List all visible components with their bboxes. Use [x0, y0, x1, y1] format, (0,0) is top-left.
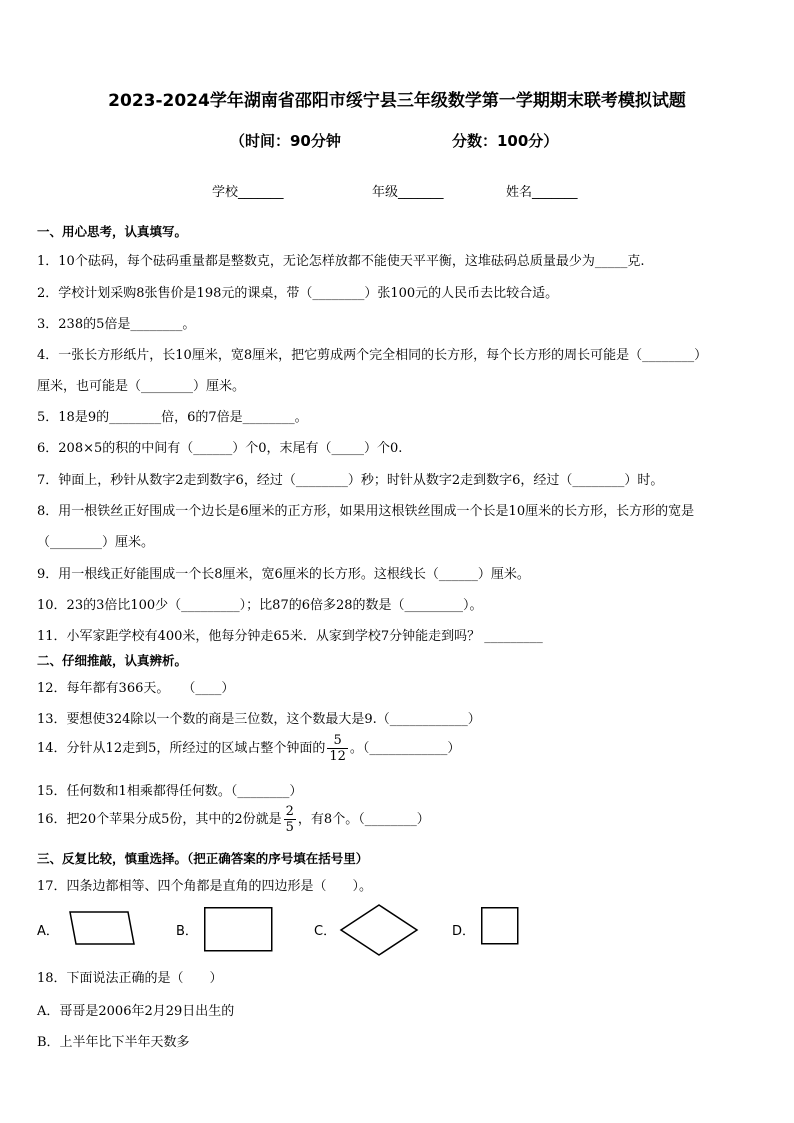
question-8-line-2: （________）厘米。 — [37, 535, 155, 550]
grade-field: 年级_______ — [372, 185, 444, 200]
question-16 — [37, 804, 430, 835]
question-8-line-1: 8．用一根铁丝正好围成一个边长是6厘米的正方形，如果用这根铁丝围成一个长是10厘米的长方形，长方形的宽是 — [37, 504, 695, 519]
question-18-option-b: B．上半年比下半年天数多 — [37, 1035, 190, 1050]
rectangle-shape — [204, 907, 274, 953]
question-10: 10．23的3倍比100少（_________）；比87的6倍多28的数是（_________）。 — [37, 598, 483, 613]
question-1: 1．10个砝码，每个砝码重量都是整数克，无论怎样放都不能使天平平衡，这堆砝码总质量最少为_____克. — [37, 254, 645, 269]
question-3: 3．238的5倍是________。 — [37, 317, 196, 332]
parallelogram-shape — [66, 910, 138, 946]
question-7: 7．钟面上，秒针从数字2走到数字6，经过（________）秒；时针从数字2走到数字6，经过（________）时。 — [37, 473, 664, 488]
question-5: 5．18是9的________倍，6的7倍是________。 — [37, 410, 308, 425]
page-title: 2023-2024学年湖南省邵阳市绥宁县三年级数学第一学期期末联考模拟试题 — [108, 91, 686, 111]
option-b-label: B． — [176, 924, 198, 939]
fraction-five-twelfths — [327, 733, 348, 764]
option-c-label: C． — [314, 924, 337, 939]
option-d-label: D． — [452, 924, 476, 939]
exam-score: 分数：100分） — [452, 132, 559, 150]
school-field: 学校_______ — [212, 185, 284, 200]
question-2: 2．学校计划采购8张售价是198元的课桌，带（________）张100元的人民币去比较合适。 — [37, 286, 559, 301]
question-6: 6．208×5的积的中间有（______）个0，末尾有（_____）个0. — [37, 441, 403, 456]
question-4-line-2: 厘米，也可能是（________）厘米。 — [37, 379, 246, 394]
question-18: 18．下面说法正确的是（ ） — [37, 971, 223, 986]
question-13: 13．要想使324除以一个数的商是三位数，这个数最大是9.（____________） — [37, 712, 481, 727]
name-field: 姓名_______ — [506, 185, 578, 200]
exam-time: （时间：90分钟 — [230, 132, 341, 150]
fraction-denominator: 12 — [329, 749, 346, 764]
question-16-text: 16．把20个苹果分成5份，其中的2份就是 — [37, 812, 282, 827]
question-18-option-a: A．哥哥是2006年2月29日出生的 — [37, 1004, 235, 1019]
question-11: 11．小军家距学校有400米，他每分钟走65米．从家到学校7分钟能走到吗？ _________ — [37, 629, 543, 644]
section-3-heading: 三、反复比较，慎重选择。（把正确答案的序号填在括号里） — [37, 851, 369, 866]
fraction-numerator: 5 — [327, 733, 348, 749]
fraction-numerator: 2 — [285, 804, 294, 819]
question-14 — [37, 733, 460, 764]
question-14-text: 14．分针从12走到5，所经过的区域占整个钟面的 — [37, 741, 326, 756]
section-2-heading: 二、仔细推敲，认真辨析。 — [37, 653, 188, 668]
question-17: 17．四条边都相等、四个角都是直角的四边形是（ ）。 — [37, 879, 373, 894]
section-1-heading: 一、用心思考，认真填写。 — [37, 224, 188, 239]
question-12: 12．每年都有366天。 （____） — [37, 681, 235, 696]
rhombus-shape — [340, 904, 418, 956]
fraction-two-fifths — [284, 804, 296, 835]
question-9: 9．用一根线正好能围成一个长8厘米，宽6厘米的长方形。这根线长（______）厘米。 — [37, 567, 530, 582]
square-shape — [481, 907, 519, 945]
question-15: 15．任何数和1相乘都得任何数。（________） — [37, 784, 303, 799]
option-a-label: A． — [37, 924, 59, 939]
question-16-answer: ，有8个。（________） — [297, 812, 430, 827]
fraction-denominator: 5 — [285, 820, 294, 835]
question-4-line-1: 4．一张长方形纸片，长10厘米，宽8厘米，把它剪成两个完全相同的长方形，每个长方形的周长可能是（________） — [37, 348, 708, 363]
question-14-answer: 。（____________） — [349, 741, 461, 756]
